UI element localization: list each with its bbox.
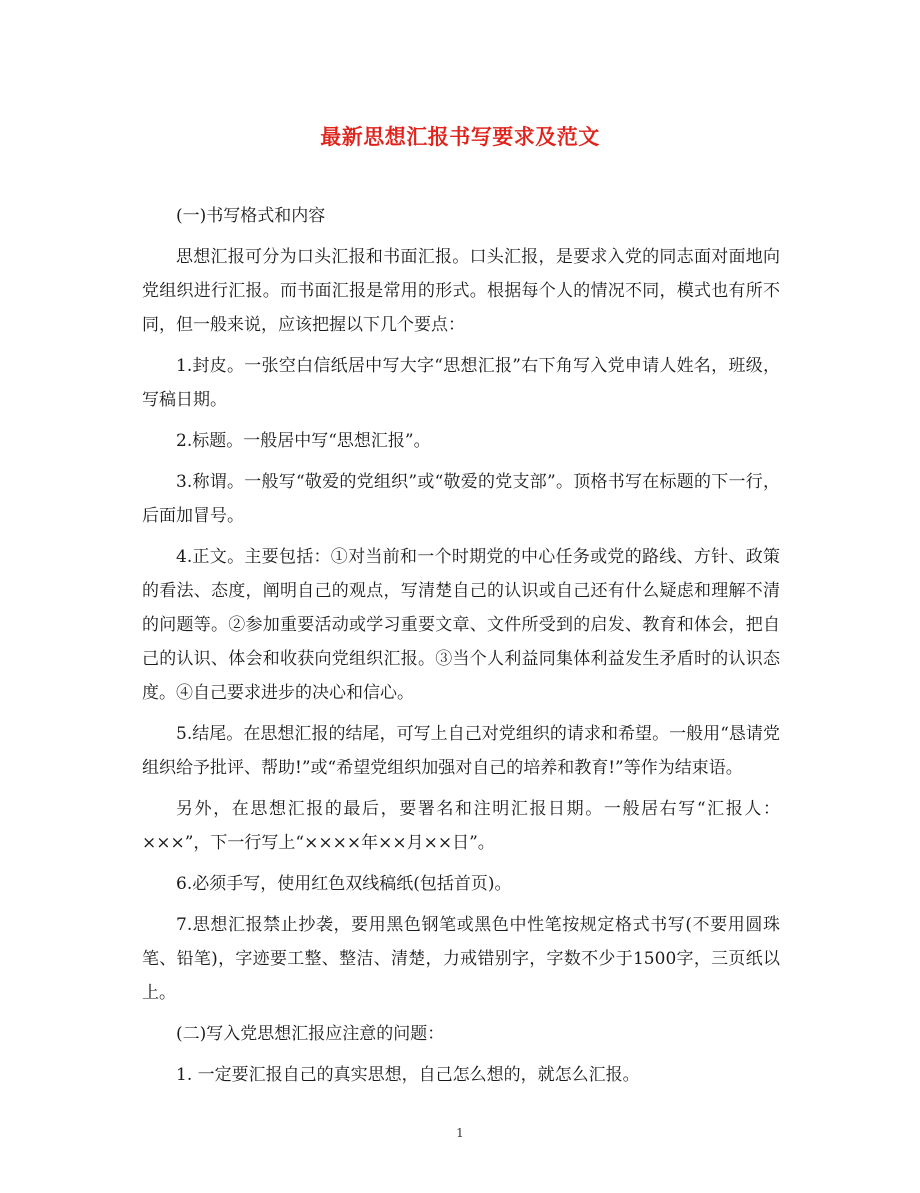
section-heading-notes: (二)写入党思想汇报应注意的问题： bbox=[176, 1024, 445, 1044]
paragraph-ending: 5.结尾。在思想汇报的结尾，可写上自己对党组织的请求和希望。一般用“恳请党组织给予批评、帮助!”或“希望党组织加强对自己的培养和教育!”等作为结束语。 bbox=[142, 724, 780, 778]
document-body bbox=[142, 199, 780, 1099]
paragraph-signature: 另外，在思想汇报的最后，要署名和注明汇报日期。一般居右写“汇报人：×××”，下一行写上“××××年××月××日”。 bbox=[142, 799, 780, 853]
paragraph-note-1: 1. 一定要汇报自己的真实思想，自己怎么想的，就怎么汇报。 bbox=[176, 1065, 640, 1085]
paragraph-intro: 思想汇报可分为口头汇报和书面汇报。口头汇报，是要求入党的同志面对面地向党组织进行汇报。而书面汇报是常用的形式。根据每个人的情况不同，模式也有所不同，但一般来说，应该把握以下几个要点： bbox=[142, 247, 780, 335]
page-number: 1 bbox=[456, 1126, 464, 1140]
paragraph-body: 4.正文。主要包括：①对当前和一个时期党的中心任务或党的路线、方针、政策的看法、态度，阐明自己的观点，写清楚自己的认识或自己还有什么疑虑和理解不清的问题等。②参加重要活动或学习重要文章、文件所受到的启发、教育和体会，把自己的认识、体会和收获向党组织汇报。③当个人利益同集体利益发生矛盾时的认识态度。④自己要求进步的决心和信心。 bbox=[142, 547, 780, 703]
section-heading-format: (一)书写格式和内容 bbox=[176, 206, 326, 226]
paragraph-cover: 1.封皮。一张空白信纸居中写大字“思想汇报”右下角写入党申请人姓名，班级，写稿日期。 bbox=[142, 356, 780, 410]
paragraph-handwriting: 6.必须手写，使用红色双线稿纸(包括首页)。 bbox=[176, 874, 512, 894]
paragraph-no-plagiarism: 7.思想汇报禁止抄袭，要用黑色钢笔或黑色中性笔按规定格式书写(不要用圆珠笔、铅笔)，字迹要工整、整洁、清楚，力戒错别字，字数不少于1500字，三页纸以上。 bbox=[142, 915, 780, 1003]
paragraph-title: 2.标题。一般居中写“思想汇报”。 bbox=[176, 431, 431, 451]
document-title: 最新思想汇报书写要求及范文 bbox=[320, 124, 600, 149]
paragraph-salutation: 3.称谓。一般写“敬爱的党组织”或“敬爱的党支部”。顶格书写在标题的下一行，后面加冒号。 bbox=[142, 472, 780, 526]
